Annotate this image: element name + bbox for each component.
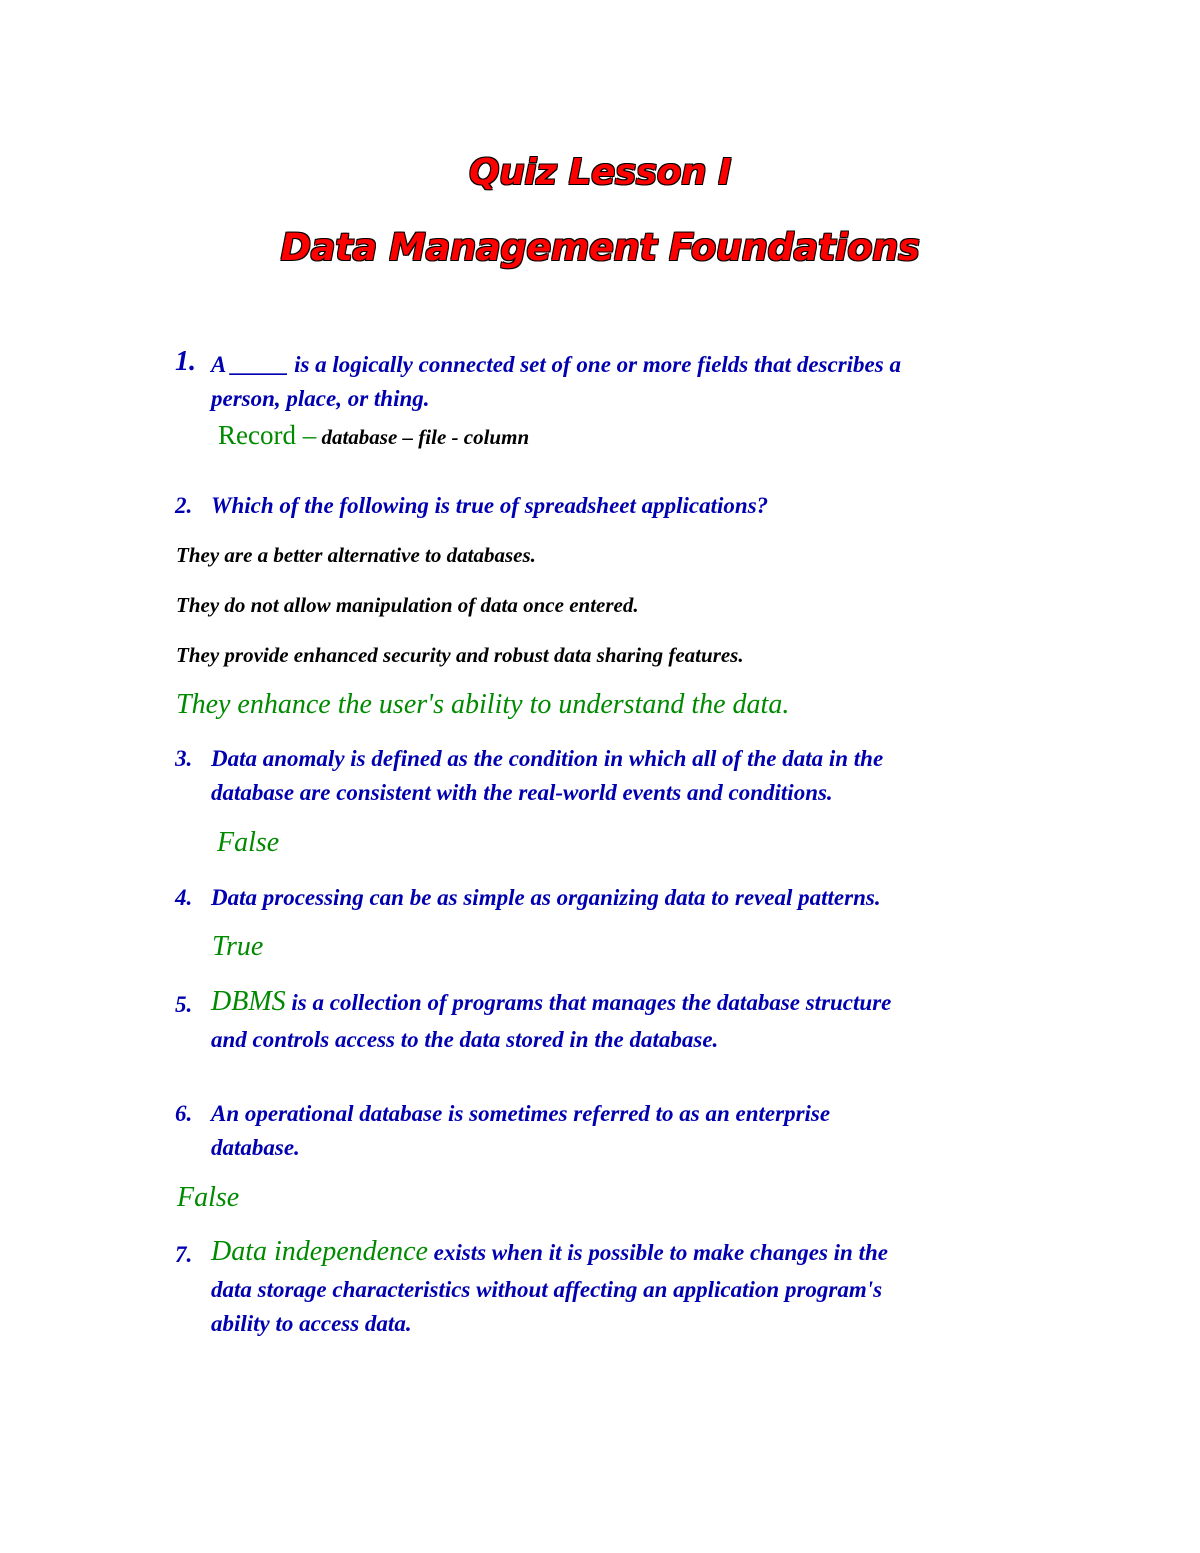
question-3-text-line2: database are consistent with the real-world events and conditions. — [211, 780, 833, 805]
question-6-text-line1: An operational database is sometimes referred to as an enterprise — [211, 1101, 831, 1126]
question-1-options: database – file - column — [316, 425, 530, 449]
question-7-text-line3: ability to access data. — [211, 1311, 412, 1336]
question-1-text-line1: A _____ is a logically connected set of one or more fields that describes a — [211, 352, 901, 377]
question-5-text-line1: is a collection of programs that manages the database structure — [285, 990, 892, 1015]
question-2-option-2: They do not allow manipulation of data once entered. — [176, 593, 639, 617]
question-1-text-line2: person, place, or thing. — [211, 386, 430, 411]
question-5-answer: DBMS — [211, 986, 286, 1017]
question-7-text-line2: data storage characteristics without affecting an application program's — [211, 1277, 883, 1302]
question-3-number: 3. — [175, 746, 193, 771]
question-6-answer: False — [177, 1182, 240, 1213]
question-4-number: 4. — [175, 885, 193, 910]
question-2-answer: They enhance the user's ability to understand the data. — [176, 689, 790, 720]
question-2-text: Which of the following is true of spreadsheet applications? — [211, 493, 769, 518]
question-7-line1 — [211, 1235, 888, 1270]
question-7-text-line1: exists when it is possible to make changes in the — [427, 1240, 888, 1265]
question-1-answer-row — [218, 418, 529, 454]
question-1-answer: Record – — [218, 420, 317, 450]
question-5-text-line2: and controls access to the data stored in the database. — [211, 1027, 719, 1052]
quiz-subtitle: Data Management Foundations — [280, 226, 920, 269]
question-1-number: 1. — [175, 346, 196, 377]
question-5-number: 5. — [175, 992, 193, 1017]
question-3-text-line1: Data anomaly is defined as the condition in which all of the data in the — [211, 746, 884, 771]
question-7-answer: Data independence — [211, 1236, 428, 1267]
question-2-option-3: They provide enhanced security and robust data sharing features. — [176, 643, 744, 667]
question-4-text: Data processing can be as simple as organizing data to reveal patterns. — [211, 885, 881, 910]
question-4-answer: True — [212, 931, 264, 962]
quiz-title: Quiz Lesson I — [468, 152, 732, 193]
question-2-number: 2. — [175, 493, 193, 518]
question-6-text-line2: database. — [211, 1135, 300, 1160]
question-2-option-1: They are a better alternative to databases. — [176, 543, 536, 567]
question-7-number: 7. — [175, 1242, 193, 1267]
question-5-line1 — [211, 985, 891, 1020]
question-3-answer: False — [217, 827, 280, 858]
question-6-number: 6. — [175, 1101, 193, 1126]
